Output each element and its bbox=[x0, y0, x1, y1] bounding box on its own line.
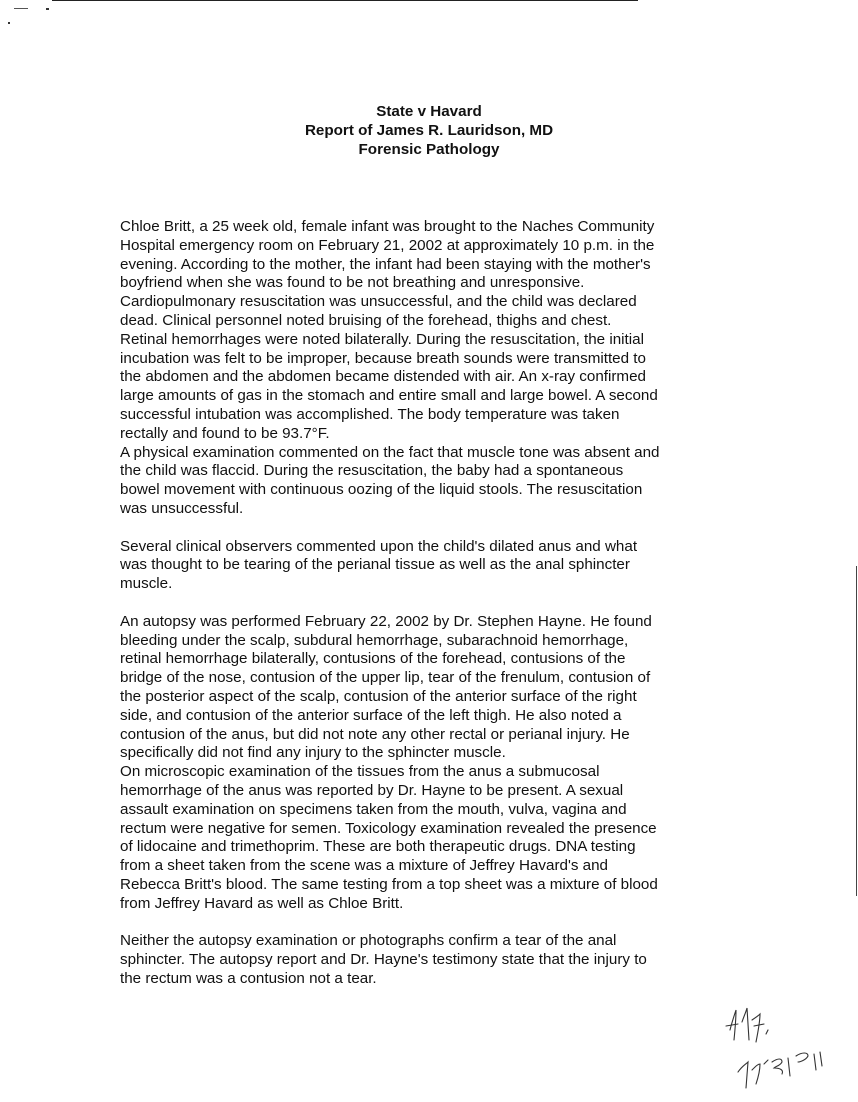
body-line: Retinal hemorrhages were noted bilaterally. During the resuscitation, the initial bbox=[120, 330, 644, 348]
body-line: On microscopic examination of the tissues from the anus a submucosal bbox=[120, 763, 600, 781]
body-line: Rebecca Britt's blood. The same testing from a top sheet was a mixture of blood bbox=[120, 875, 658, 893]
body-line: muscle. bbox=[120, 575, 173, 593]
body-line: bridge of the nose, contusion of the upper lip, tear of the frenulum, contusion of bbox=[120, 669, 651, 687]
body-line: Several clinical observers commented upon the child's dilated anus and what bbox=[120, 537, 638, 555]
body-line: bleeding under the scalp, subdural hemorrhage, subarachnoid hemorrhage, bbox=[120, 631, 629, 649]
body-line: was unsuccessful. bbox=[120, 499, 244, 517]
handwritten-signature bbox=[720, 1000, 840, 1095]
case-title: State v Havard bbox=[376, 103, 482, 120]
top-border-line bbox=[52, 0, 638, 1]
document-header bbox=[0, 102, 858, 159]
body-line: Neither the autopsy examination or photographs confirm a tear of the anal bbox=[120, 932, 617, 950]
body-line: Hospital emergency room on February 21, 2002 at approximately 10 p.m. in the bbox=[120, 236, 655, 254]
body-line: rectally and found to be 93.7°F. bbox=[120, 424, 330, 442]
report-subject: Forensic Pathology bbox=[358, 141, 500, 158]
body-line: was thought to be tearing of the perianal tissue as well as the anal sphincter bbox=[120, 556, 630, 574]
scan-edge-artifact bbox=[854, 566, 857, 896]
scan-artifact bbox=[14, 8, 28, 9]
body-line: the abdomen and the abdomen became distended with air. An x-ray confirmed bbox=[120, 368, 646, 386]
body-line: evening. According to the mother, the infant had been staying with the mother's bbox=[120, 255, 651, 273]
body-line: successful intubation was accomplished. The body temperature was taken bbox=[120, 405, 620, 423]
body-line: the rectum was a contusion not a tear. bbox=[120, 969, 377, 987]
body-line: incubation was felt to be improper, because breath sounds were transmitted to bbox=[120, 349, 646, 367]
body-line: A physical examination commented on the fact that muscle tone was absent and bbox=[120, 443, 660, 461]
body-line: hemorrhage of the anus was reported by Dr. Hayne to be present. A sexual bbox=[120, 781, 624, 799]
body-line: side, and contusion of the anterior surface of the left thigh. He also noted a bbox=[120, 706, 622, 724]
paragraph-spacer bbox=[120, 519, 730, 538]
body-line: from Jeffrey Havard as well as Chloe Britt. bbox=[120, 894, 404, 912]
body-line: of lidocaine and trimethoprim. These are both therapeutic drugs. DNA testing bbox=[120, 838, 636, 856]
body-line: specifically did not find any injury to the sphincter muscle. bbox=[120, 744, 506, 762]
body-line: Cardiopulmonary resuscitation was unsuccessful, and the child was declared bbox=[120, 293, 637, 311]
paragraph-spacer bbox=[120, 913, 730, 932]
body-line: dead. Clinical personnel noted bruising of the forehead, thighs and chest. bbox=[120, 311, 612, 329]
body-line: An autopsy was performed February 22, 2002 by Dr. Stephen Hayne. He found bbox=[120, 612, 652, 630]
report-body bbox=[120, 218, 730, 989]
scan-artifact bbox=[46, 8, 49, 10]
body-line: bowel movement with continuous oozing of the liquid stools. The resuscitation bbox=[120, 481, 643, 499]
body-line: large amounts of gas in the stomach and entire small and large bowel. A second bbox=[120, 387, 658, 405]
scan-artifact bbox=[8, 22, 10, 24]
body-line: boyfriend when she was found to be not breathing and unresponsive. bbox=[120, 274, 585, 292]
body-line: retinal hemorrhage bilaterally, contusions of the forehead, contusions of the bbox=[120, 650, 626, 668]
body-line: contusion of the anus, but did not note any other rectal or perianal injury. He bbox=[120, 725, 630, 743]
body-line: rectum were negative for semen. Toxicology examination revealed the presence bbox=[120, 819, 657, 837]
report-author: Report of James R. Lauridson, MD bbox=[304, 122, 554, 139]
body-line: sphincter. The autopsy report and Dr. Hayne's testimony state that the injury to bbox=[120, 951, 647, 969]
body-line: assault examination on specimens taken from the mouth, vulva, vagina and bbox=[120, 800, 627, 818]
body-line: from a sheet taken from the scene was a mixture of Jeffrey Havard's and bbox=[120, 857, 609, 875]
body-line: Chloe Britt, a 25 week old, female infant was brought to the Naches Community bbox=[120, 218, 655, 235]
body-line: the posterior aspect of the scalp, contusion of the anterior surface of the right bbox=[120, 687, 637, 705]
paragraph-spacer bbox=[120, 594, 730, 613]
body-line: the child was flaccid. During the resuscitation, the baby had a spontaneous bbox=[120, 462, 624, 480]
